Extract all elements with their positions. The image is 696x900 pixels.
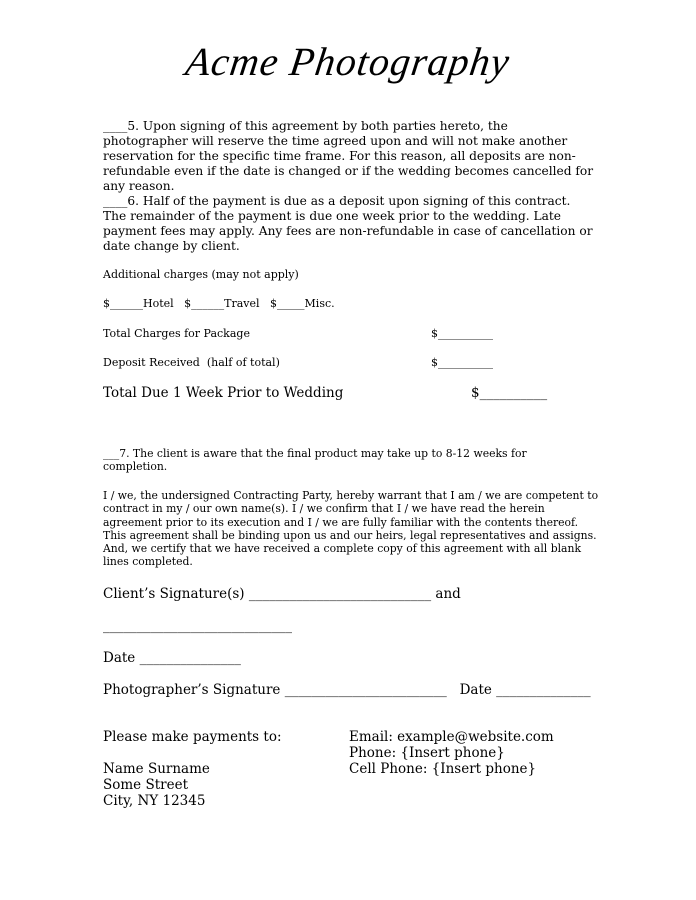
- contact-email: Email: example@website.com: [349, 729, 554, 745]
- payee-name: Name Surname: [103, 761, 210, 777]
- contact-block: [349, 729, 554, 777]
- payee-street: Some Street: [103, 777, 188, 793]
- client-signature-line-2: ____________________________: [103, 618, 292, 634]
- deposit-label: Deposit Received (half of total): [103, 356, 280, 369]
- contact-cell: Cell Phone: {Insert phone}: [349, 761, 537, 777]
- client-signature-line: Client’s Signature(s) ___________________________ and: [103, 586, 461, 602]
- additional-charges-items: $______Hotel $______Travel $_____Misc.: [103, 297, 335, 310]
- warranty-paragraph: I / we, the undersigned Contracting Party, hereby warrant that I am / we are competent to contract in my / our own name(s). I / we confirm that I / we have read the herein agreement prior to its execution and I / we are fully familiar with the contents thereof. This agreement shall be binding upon us and our heirs, legal representatives and assigns. And, we certify that we have received a complete copy of this agreement with all blank lines completed.: [103, 489, 599, 569]
- photographer-signature-line: Photographer’s Signature ________________________ Date ______________: [103, 682, 591, 698]
- total-due-value: $__________: [471, 385, 548, 401]
- additional-charges-heading: Additional charges (may not apply): [103, 268, 299, 281]
- total-charges-label: Total Charges for Package: [103, 327, 250, 340]
- total-charges-value: $__________: [431, 327, 493, 340]
- clause-5: ____5. Upon signing of this agreement by both parties hereto, the photographer will reserve the time agreed upon and will not make another reservation for the specific time frame. For this reason, all deposits are non-refundable even if the date is changed or if the wedding becomes cancelled for any reason.: [103, 119, 594, 193]
- clause-6: ____6. Half of the payment is due as a deposit upon signing of this contract. The remainder of the payment is due one week prior to the wedding. Late payment fees may apply. Any fees are non-refundable in case of cancellation or date change by client.: [103, 194, 593, 253]
- company-title: Acme Photography: [182, 39, 514, 84]
- date-line: Date _______________: [103, 650, 241, 666]
- total-due-label: Total Due 1 Week Prior to Wedding: [103, 385, 344, 401]
- clause-7: ___7. The client is aware that the final product may take up to 8-12 weeks for completion.: [103, 447, 527, 474]
- payment-block: [103, 729, 282, 809]
- payee-city: City, NY 12345: [103, 793, 206, 809]
- deposit-value: $__________: [431, 356, 493, 369]
- contact-phone: Phone: {Insert phone}: [349, 745, 505, 761]
- payment-label: Please make payments to:: [103, 729, 282, 745]
